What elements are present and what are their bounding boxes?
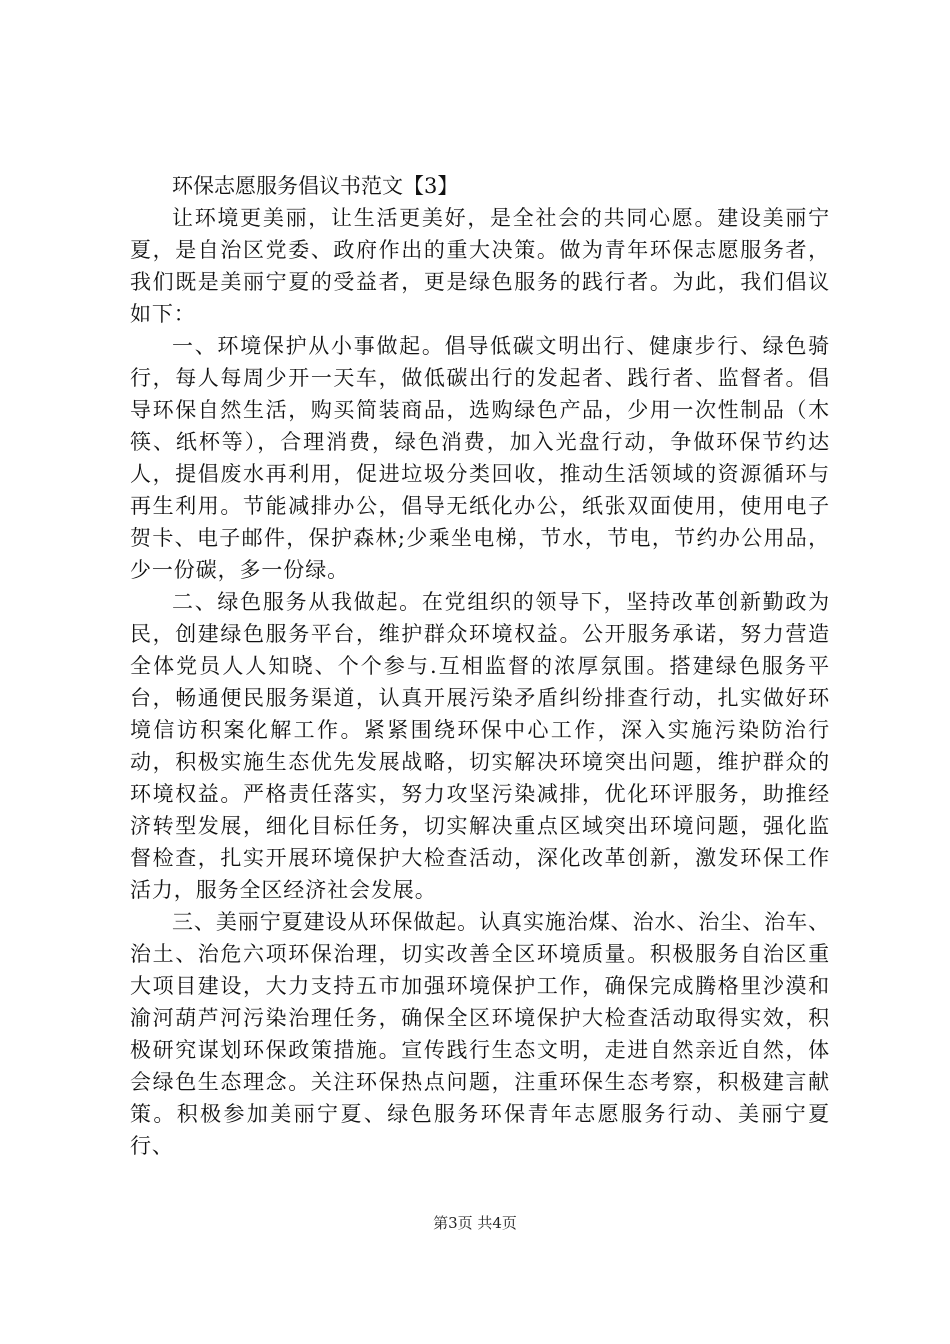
paragraph-section-one: 一、环境保护从小事做起。倡导低碳文明出行、健康步行、绿色骑行，每人每周少开一天车，做低碳出行的发起者、践行者、监督者。倡导环保自然生活，购买简装商品，选购绿色产品，少用一次性制品（木筷、纸杯等），合理消费，绿色消费，加入光盘行动，争做环保节约达人，提倡废水再利用，促进垃圾分类回收，推动生活领域的资源循环与再生利用。节能减排办公，倡导无纸化办公，纸张双面使用，使用电子贺卡、电子邮件，保护森林;少乘坐电梯，节水，节电，节约办公用品，少一份碳，多一份绿。: [130, 334, 830, 582]
document-title: 环保志愿服务倡议书范文【3】: [172, 174, 459, 198]
page-number-footer: 第3页 共4页: [433, 1214, 517, 1232]
paragraph-section-two: 二、绿色服务从我做起。在党组织的领导下，坚持改革创新勤政为民，创建绿色服务平台，维护群众环境权益。公开服务承诺，努力营造全体党员人人知晓、个个参与.互相监督的浓厚氛围。搭建绿色服务平台，畅通便民服务渠道，认真开展污染矛盾纠纷排查行动，扎实做好环境信访积案化解工作。紧紧围绕环保中心工作，深入实施污染防治行动，积极实施生态优先发展战略，切实解决环境突出问题，维护群众的环境权益。严格责任落实，努力攻坚污染减排，优化环评服务，助推经济转型发展，细化目标任务，切实解决重点区域突出环境问题，强化监督检查，扎实开展环境保护大检查活动，深化改革创新，激发环保工作活力，服务全区经济社会发展。: [130, 590, 830, 902]
paragraph-intro: 让环境更美丽，让生活更美好，是全社会的共同心愿。建设美丽宁夏，是自治区党委、政府作出的重大决策。做为青年环保志愿服务者，我们既是美丽宁夏的受益者，更是绿色服务的践行者。为此，我们倡议如下：: [130, 206, 830, 326]
paragraph-section-three: 三、美丽宁夏建设从环保做起。认真实施治煤、治水、治尘、治车、治土、治危六项环保治理，切实改善全区环境质量。积极服务自治区重大项目建设，大力支持五市加强环境保护工作，确保完成腾格里沙漠和渝河葫芦河污染治理任务，确保全区环境保护大检查活动取得实效，积极研究谋划环保政策措施。宣传践行生态文明，走进自然亲近自然，体会绿色生态理念。关注环保热点问题，注重环保生态考察，积极建言献策。积极参加美丽宁夏、绿色服务环保青年志愿服务行动、美丽宁夏行、: [130, 910, 830, 1158]
document-body: [130, 170, 830, 1162]
